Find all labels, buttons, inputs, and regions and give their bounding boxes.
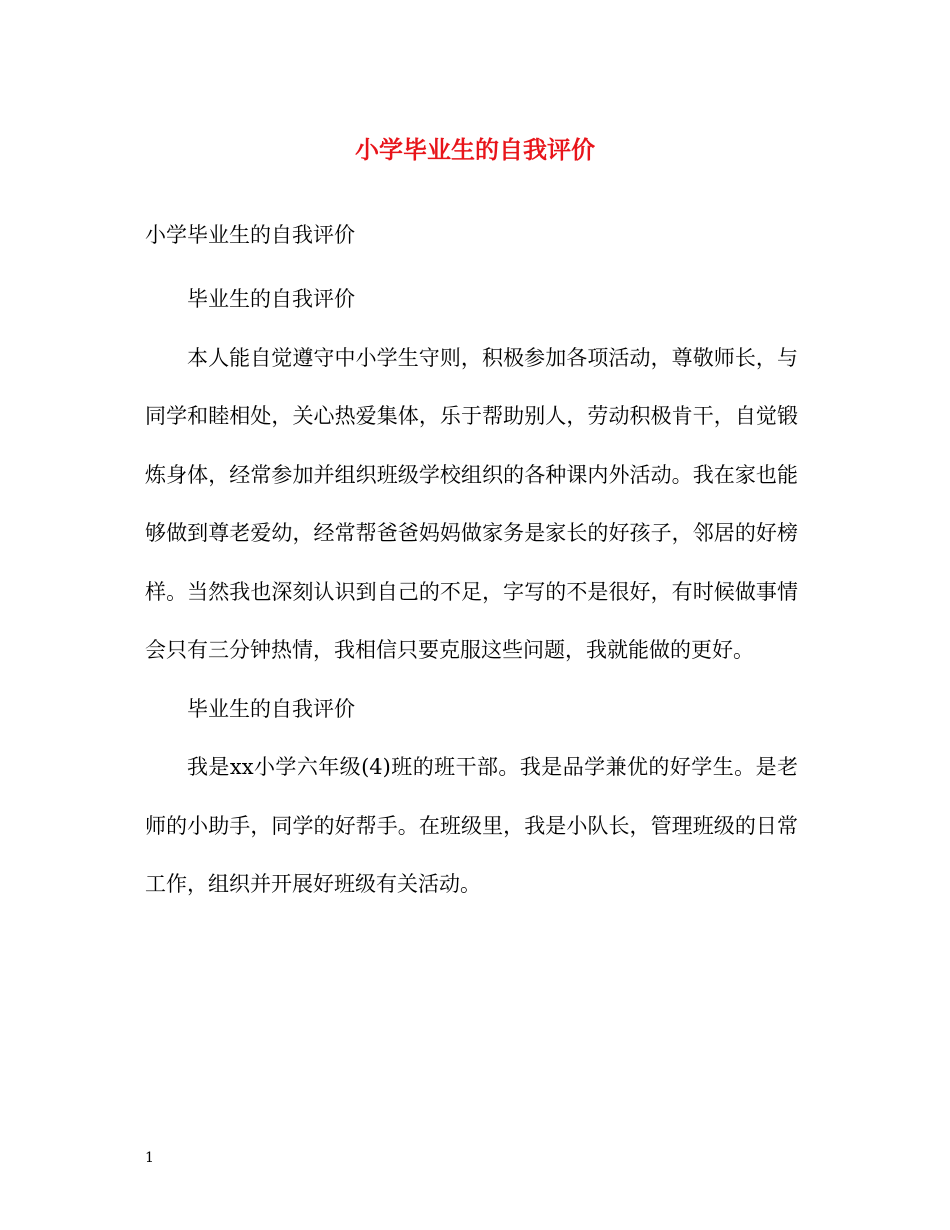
paragraph-2: 我是xx小学六年级(4)班的班干部。我是品学兼优的好学生。是老师的小助手，同学的好帮手。在班级里，我是小队长，管理班级的日常工作，组织并开展好班级有关活动。 (145, 755, 798, 896)
section-heading-2: 毕业生的自我评价 (187, 696, 355, 721)
document-title: 小学毕业生的自我评价 (355, 135, 595, 164)
intro-heading: 小学毕业生的自我评价 (145, 223, 355, 247)
document-body (145, 212, 798, 914)
page-number: 1 (145, 1150, 154, 1166)
section-heading-1: 毕业生的自我评价 (187, 287, 355, 311)
paragraph-1: 本人能自觉遵守中小学生守则，积极参加各项活动，尊敬师长，与同学和睦相处，关心热爱集体，乐于帮助别人，劳动积极肯干，自觉锻炼身体，经常参加并组织班级学校组织的各种课内外活动。我在家也能够做到尊老爱幼，经常帮爸爸妈妈做家务是家长的好孩子，邻居的好榜样。当然我也深刻认识到自己的不足，字写的不是很好，有时候做事情会只有三分钟热情，我相信只要克服这些问题，我就能做的更好。 (145, 345, 798, 662)
